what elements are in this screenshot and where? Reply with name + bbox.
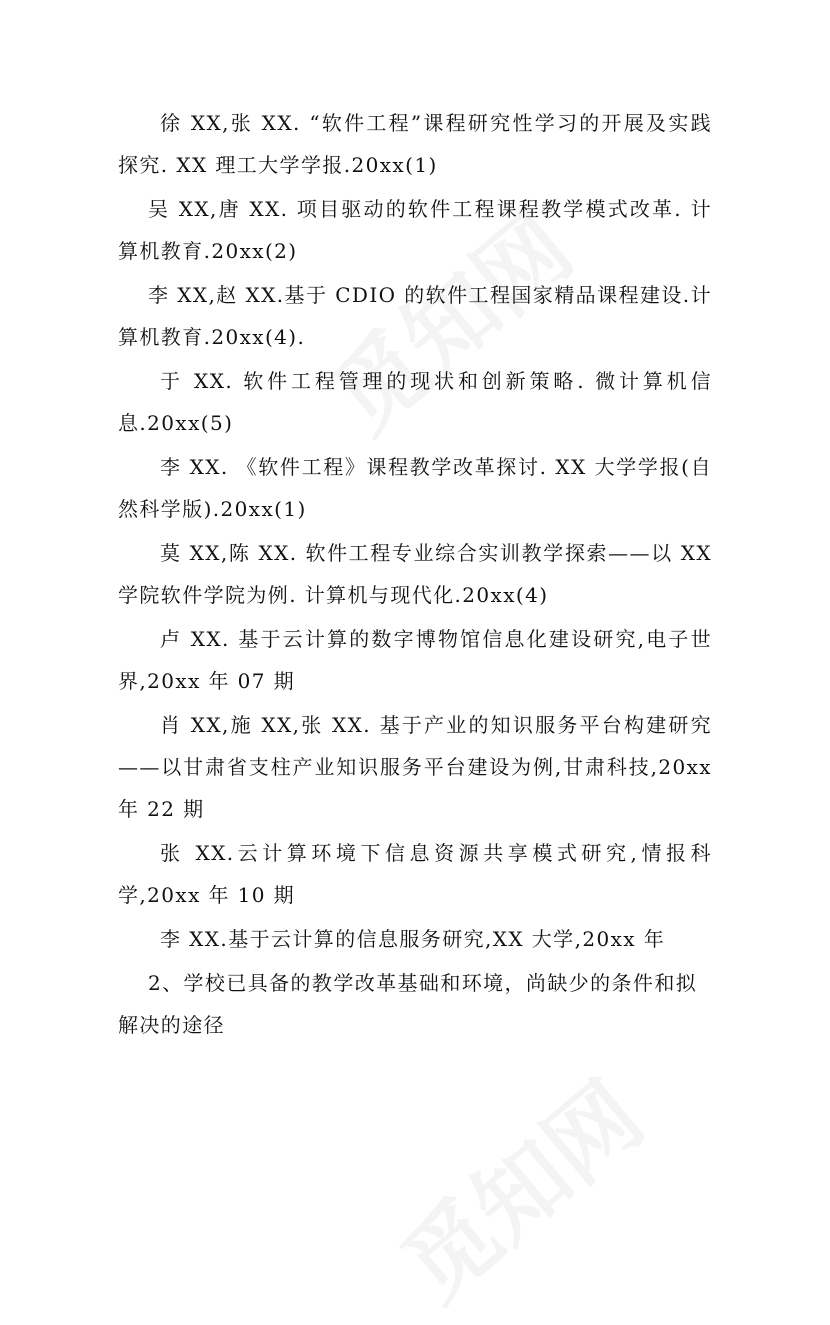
reference-item: 徐 XX,张 XX. “软件工程”课程研究性学习的开展及实践探究. XX 理工大学学报.20xx(1) [118, 111, 712, 177]
section-heading: 2、学校已具备的教学改革基础和环境，尚缺少的条件和拟解决的途径 [118, 971, 698, 1037]
reference-item: 张 XX.云计算环境下信息资源共享模式研究,情报科学,20xx 年 10 期 [118, 841, 712, 907]
reference-item: 吴 XX,唐 XX. 项目驱动的软件工程课程教学模式改革. 计算机教育.20xx(2) [118, 197, 712, 263]
reference-item: 肖 XX,施 XX,张 XX. 基于产业的知识服务平台构建研究——以甘肃省支柱产业知识服务平台建设为例,甘肃科技,20xx 年 22 期 [118, 713, 712, 821]
watermark-bottom [370, 1047, 666, 1325]
reference-item: 卢 XX. 基于云计算的数字博物馆信息化建设研究,电子世界,20xx 年 07 期 [118, 627, 712, 693]
reference-list [118, 102, 712, 1046]
reference-item: 莫 XX,陈 XX. 软件工程专业综合实训教学探索——以 XX 学院软件学院为例. 计算机与现代化.20xx(4) [118, 541, 712, 607]
reference-item: 李 XX,赵 XX.基于 CDIO 的软件工程国家精品课程建设.计算机教育.20xx(4). [118, 283, 712, 349]
reference-item: 李 XX. 《软件工程》课程教学改革探讨. XX 大学学报(自然科学版).20xx(1) [118, 455, 712, 521]
reference-item: 李 XX.基于云计算的信息服务研究,XX 大学,20xx 年 [160, 927, 666, 951]
reference-item: 于 XX. 软件工程管理的现状和创新策略. 微计算机信息.20xx(5) [118, 369, 712, 435]
